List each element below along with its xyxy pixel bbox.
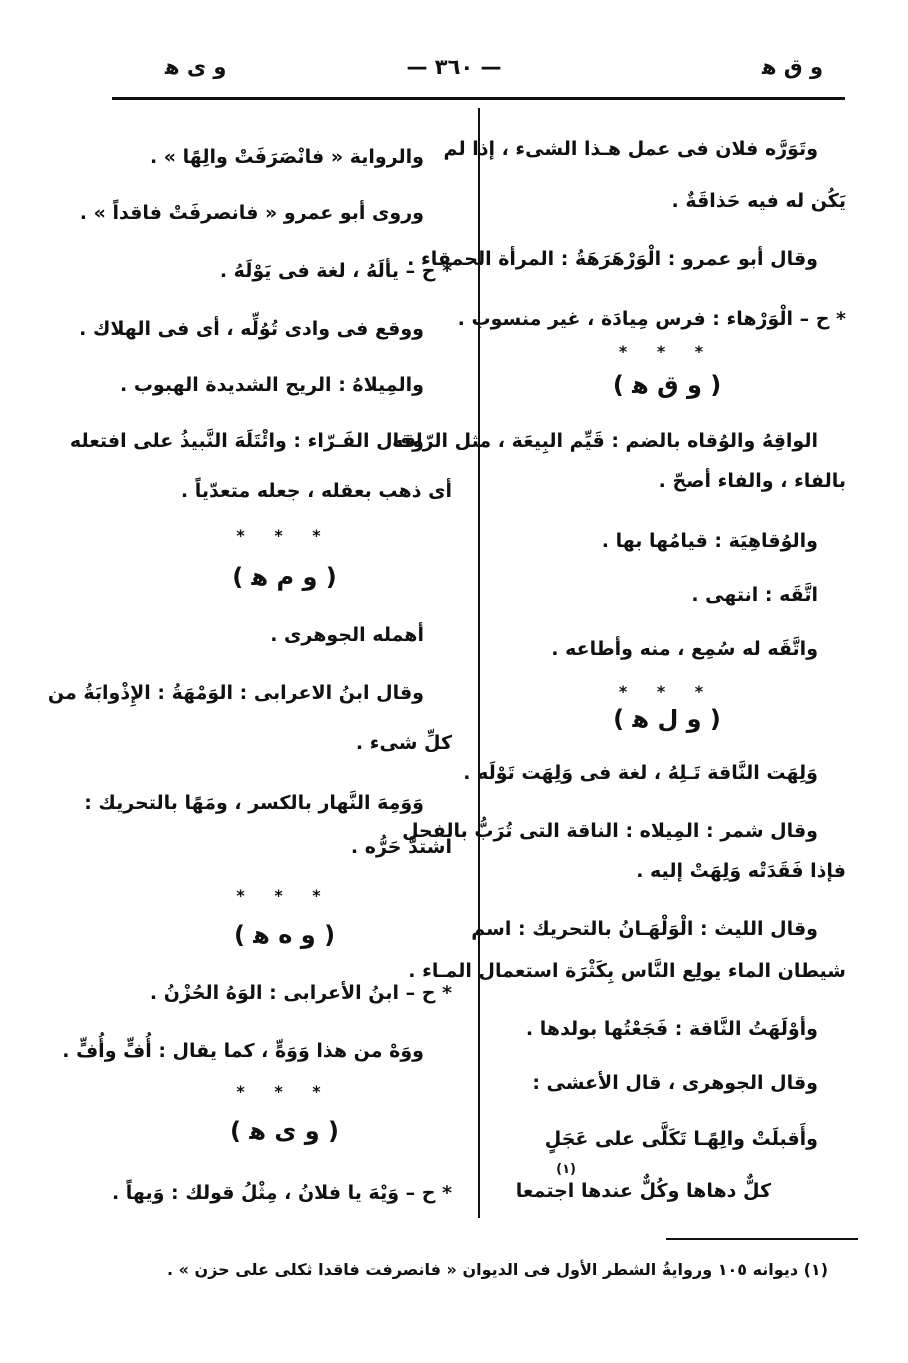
column-divider	[478, 108, 480, 1218]
separator-stars: * * *	[236, 526, 333, 545]
text-line: وَوَمِهَ النَّهار بالكسر ، ومَهًا بالتحريك :	[84, 792, 424, 814]
text-line: اتَّقَه : انتهى .	[691, 584, 818, 606]
text-line: وتَوَرَّه فلان فى عمل هـذا الشىء ، إذا لم	[443, 138, 818, 160]
text-line: شيطان الماء يولِع النَّاس بِكَثْرَة استعمال المـاء .	[408, 960, 846, 982]
page-number: — ٣٦٠ —	[406, 55, 502, 79]
footnote: (١) ديوانه ١٠٥ وروايةُ الشطر الأول فى الديوان « فانصرفت فاقدا ثكلى على حزن » .	[167, 1260, 828, 1279]
separator-stars: * * *	[618, 682, 716, 701]
text-line: اشتدَّ حَرُّه .	[350, 836, 452, 858]
left-column	[47, 110, 452, 1210]
verse-line: كلٌّ دهاها وكُلٌّ عندها اجتمعا	[515, 1180, 771, 1202]
text-line: أى ذهب بعقله ، جعله متعدّياً .	[180, 480, 452, 502]
text-line: والوُقاهِيَة : قيامُها بها .	[601, 530, 818, 552]
text-line: فإذا فَقَدَتْه وَلِهَتْ إليه .	[636, 860, 846, 882]
text-line: بالفاء ، والفاء أصحّ .	[658, 470, 846, 492]
header-root-right: و ق ﻫ	[761, 55, 823, 79]
verse-line: وأَقبلَتْ والِهًـا تَكَلَّى على عَجَلٍ	[544, 1128, 818, 1150]
header-root-left: و ى ﻫ	[165, 55, 227, 79]
section-heading: ( و ل ﻫ )	[613, 705, 721, 733]
text-line: ووقع فى وادى تُوُلِّه ، أى فى الهلاك .	[79, 318, 424, 340]
text-line: وأوْلَهَتُ النَّاقة : فَجَعْتُها بولدها .	[525, 1018, 818, 1040]
text-line: وقال أبو عمرو : الْوَرْهَرَهَةُ : المرأة الحمقاء .	[407, 248, 818, 270]
separator-stars: * * *	[236, 886, 333, 905]
text-line: كلِّ شىء .	[355, 732, 452, 754]
section-heading: ( و ق ﻫ )	[612, 371, 722, 399]
text-line: * ح – يألَهُ ، لغة فى يَوْلَهُ .	[219, 260, 452, 282]
text-line: * ح – الْوَرْهاء : فرس مِيادَة ، غير منسوب .	[457, 308, 846, 330]
text-line: وقال الفَـرّاء : وائْتَلَهَ النَّبيذُ على افتعله	[69, 430, 424, 452]
section-heading: ( و ه ﻫ )	[233, 921, 336, 949]
text-line: وقال ابنُ الاعرابى : الوَمْهَةُ : الإِذْوابَةُ من	[47, 682, 424, 704]
header-rule	[112, 97, 845, 100]
text-line: والمِيلاهُ : الريح الشديدة الهبوب .	[119, 374, 424, 396]
text-line: يَكُن له فيه حَذاقَةٌ .	[671, 190, 846, 212]
text-line: * ح – ابنُ الأعرابى : الوَهُ الحُزْنُ .	[149, 982, 452, 1004]
section-heading: ( و ى ﻫ )	[230, 1117, 339, 1145]
text-line: وروى أبو عمرو « فانصرفَتْ فاقداً » .	[79, 202, 424, 224]
text-line: واتَّقَه له سُمِع ، منه وأطاعه .	[551, 638, 818, 660]
text-line: * ح – وَيْهَ يا فلانُ ، مِثْلُ قولك : وَيهاً .	[111, 1182, 452, 1204]
text-line: وقال شمر : المِيلاه : الناقة التى تُرَبُّ بالفحل	[402, 820, 818, 842]
footnote-marker: (١)	[556, 1162, 576, 1177]
text-line: الواقِهُ والوُقاه بالضم : قَيِّم البِيعَة ، مثل الرّاقه	[392, 430, 818, 452]
text-line: وَلِهَت النَّاقة تَـلِهُ ، لغة فى وَلِهَت تَوْلَه .	[463, 762, 818, 784]
footnote-rule	[666, 1238, 858, 1240]
text-line: وقال الليث : الْوَلْهَـانُ بالتحريك : اسم	[471, 918, 818, 940]
text-line: وقال الجوهرى ، قال الأعشى :	[532, 1072, 818, 1094]
separator-stars: * * *	[236, 1082, 333, 1101]
separator-stars: * * *	[618, 342, 716, 361]
text-line: ووَهْ من هذا وَوَهٍّ ، كما يقال : أُفٍّ وأُفٍّ .	[62, 1040, 424, 1062]
section-heading: ( و م ﻫ )	[232, 563, 337, 591]
text-line: أهمله الجوهرى .	[270, 624, 424, 646]
text-line: والرواية « فانْصَرَفَتْ والِهًا » .	[149, 146, 424, 168]
